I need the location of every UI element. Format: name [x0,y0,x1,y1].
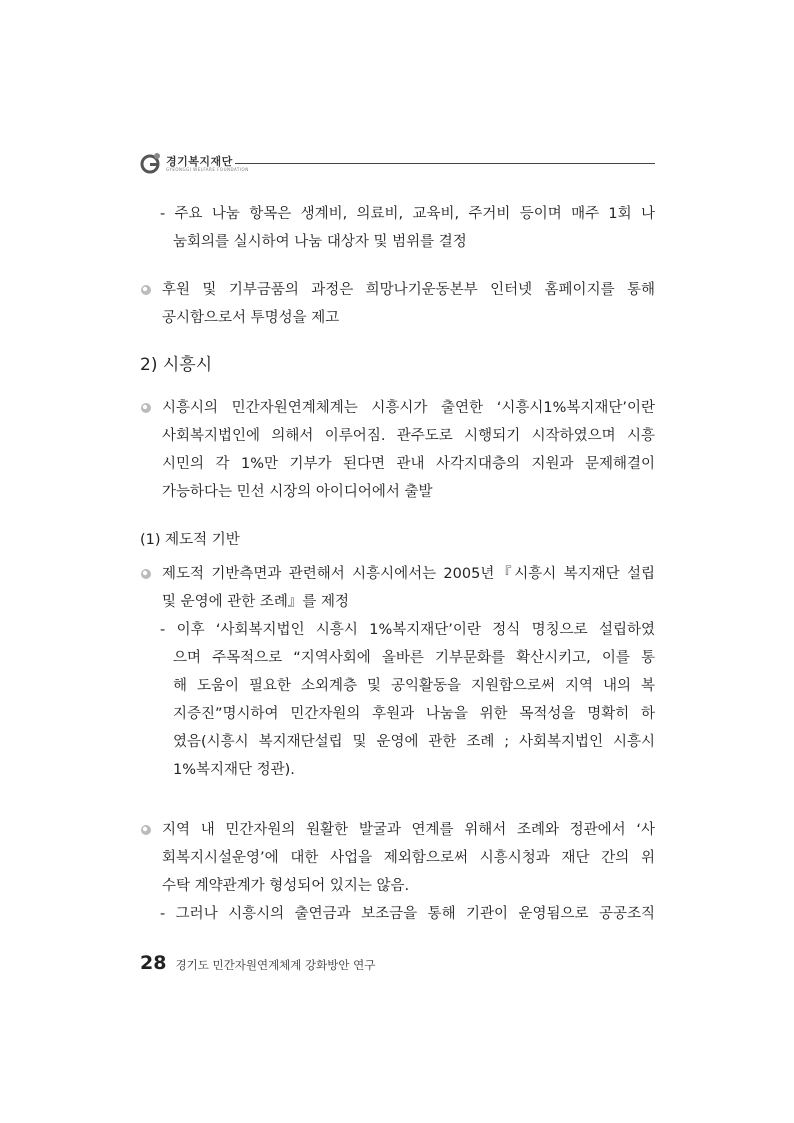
dash-item-line: 지증진”명시하여 민간자원의 후원과 나눔을 위한 목적성을 명확히 하 [173,706,655,722]
org-subtitle: GYEONGGI WELFARE FOUNDATION [166,167,249,172]
bullet-item-line: 공시함으로서 투명성을 제고 [162,310,340,326]
dash-item-line: - 그러나 시흥시의 출연금과 보조금을 통해 기관이 운영됨으로 공공조직 [160,906,655,922]
bullet-item-line: 후원 및 기부금품의 과정은 희망나기운동본부 인터넷 홈페이지를 통해 [140,276,655,304]
bullet-icon [140,402,154,414]
subsection-title: (1) 제도적 기반 [140,532,240,548]
bullet-item-line: 수탁 계약관계가 형성되어 있지는 않음. [162,878,410,894]
dash-item-line: - 이후 ‘사회복지법인 시흥시 1%복지재단’이란 정식 명칭으로 설립하였 [160,622,655,638]
dash-item-line: - 주요 나눔 항목은 생계비, 의료비, 교육비, 주거비 등이며 매주 1회 나 [160,206,655,222]
bullet-item-line: 사회복지법인에 의해서 이루어짐. 관주도로 시행되기 시작하였으며 시흥 [162,428,655,444]
dash-item-line: 으며 주목적으로 “지역사회에 올바른 기부문화를 확산시키고, 이를 통 [173,650,655,666]
dash-item-line: 눔회의를 실시하여 나눔 대상자 및 범위를 결정 [173,234,467,250]
page-footer [140,952,375,974]
bullet-item-line: 제도적 기반측면과 관련해서 시흥시에서는 2005년『시흥시 복지재단 설립 [140,560,655,588]
page-number: 28 [140,952,167,974]
header-rule [235,163,655,164]
bullet-item-line: 및 운영에 관한 조례』를 제정 [162,594,350,610]
page-header [140,150,655,180]
bullet-item-line: 시흥시의 민간자원연계체계는 시흥시가 출연한 ‘시흥시1%복지재단’이란 [140,394,655,422]
dash-item-line: 1%복지재단 정관). [173,762,295,778]
bullet-item-line: 가능하다는 민선 시장의 아이디어에서 출발 [162,484,433,500]
page-content [140,200,655,928]
dash-item-line: 였음(시흥시 복지재단설립 및 운영에 관한 조례 ; 사회복지법인 시흥시 [173,734,655,750]
org-name: 경기복지재단 [166,155,233,168]
dash-item-line: 해 도움이 필요한 소외계층 및 공익활동을 지원함으로써 지역 내의 복 [173,678,655,694]
bullet-icon [140,824,154,836]
footer-title: 경기도 민간자원연계체계 강화방안 연구 [175,958,376,972]
bullet-item-line: 회복지시설운영’에 대한 사업을 제외함으로써 시흥시청과 재단 간의 위 [162,850,655,866]
bullet-item-line: 시민의 각 1%만 기부가 된다면 관내 사각지대층의 지원과 문제해결이 [162,456,655,472]
section-title: 2) 시흥시 [140,355,213,375]
bullet-icon [140,568,154,580]
foundation-logo-icon [140,152,162,174]
bullet-item-line: 지역 내 민간자원의 원활한 발굴과 연계를 위해서 조례와 정관에서 ‘사 [140,816,655,844]
bullet-icon [140,284,154,296]
